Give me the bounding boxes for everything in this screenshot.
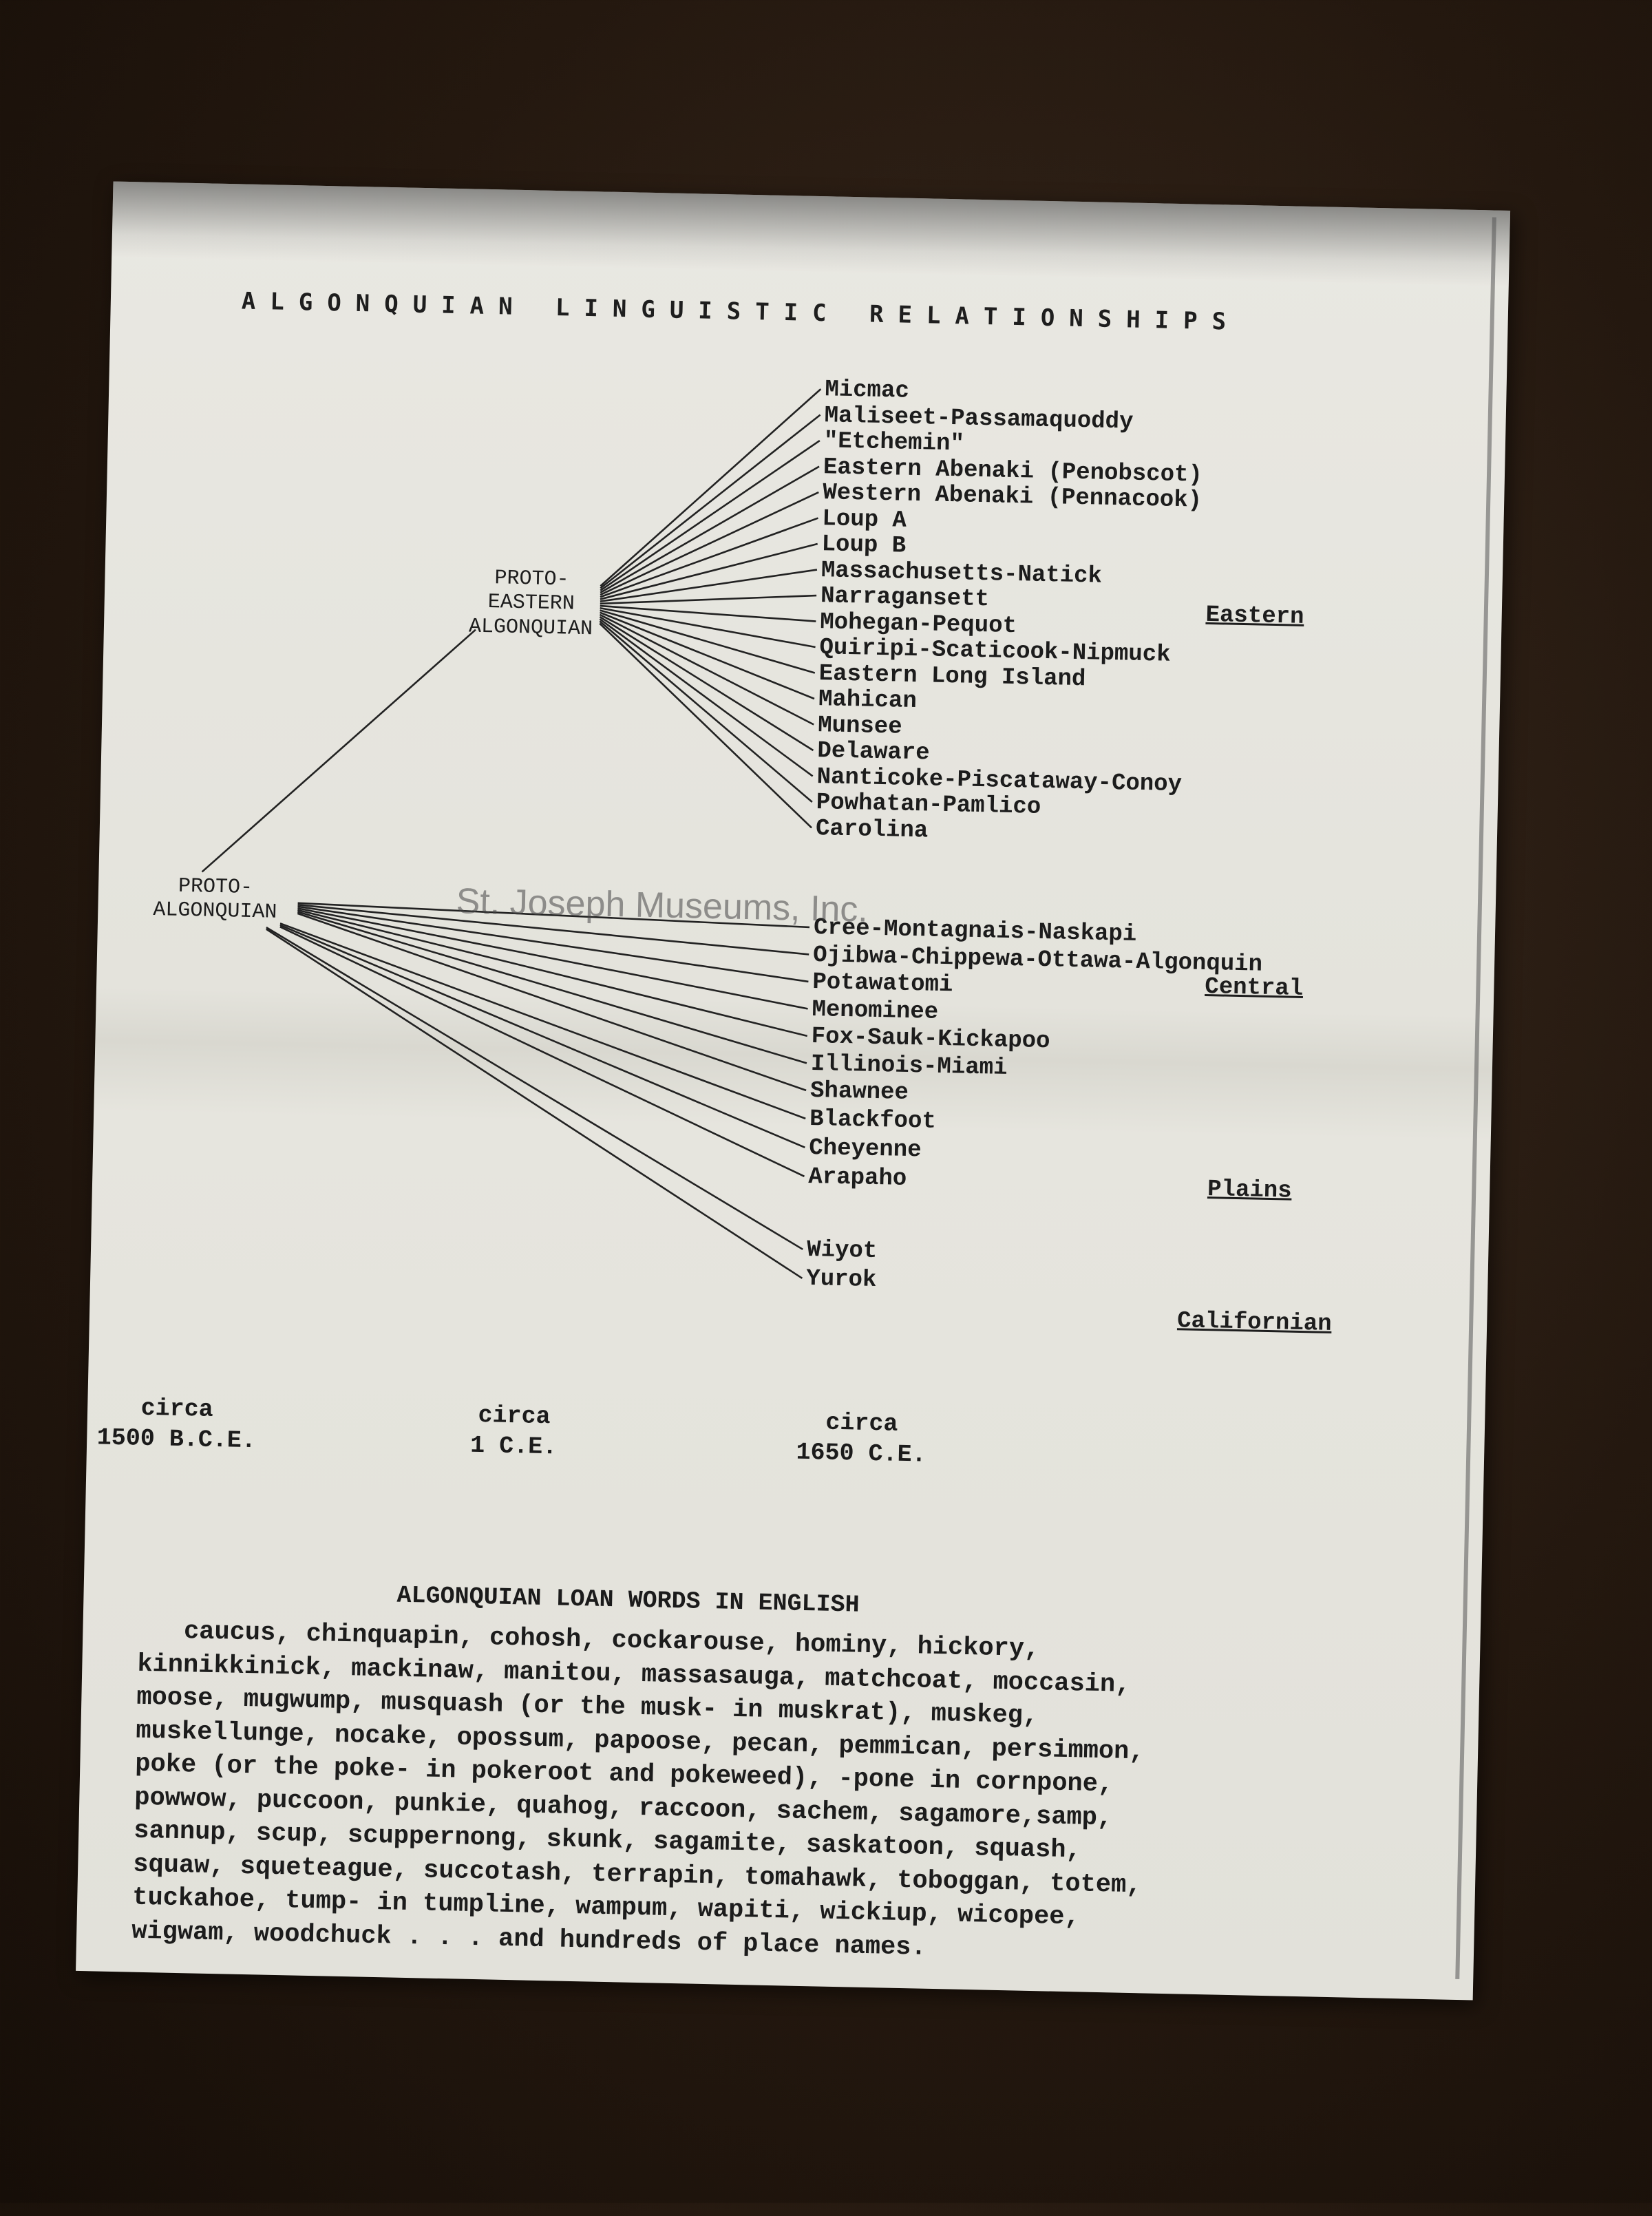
document-title: ALGONQUIAN LINGUISTIC RELATIONSHIPS xyxy=(241,287,1241,336)
language-label: Quiripi-Scaticook-Nipmuck xyxy=(819,635,1171,668)
language-label: Blackfoot xyxy=(809,1106,937,1135)
loan-words-paragraph: caucus, chinquapin, cohosh, cockarouse, hominy, hickory, kinnikkinick, mackinaw, manitou, massasauga, matchcoat, moccasin, moose, mugwump, musquash (or the musk- in muskrat), muskeg, muskellunge, nocake, opossum, papoose, pecan, pemmican, persimmon, poke (or the poke- in pokeroot and pokeweed), -pone in cornpone, powwow, puccoon, punkie, quahog, raccoon, sachem, sagamore,samp, sannup, scup, scuppernong, skunk, sagamite, saskatoon, squash, squaw, squeteague, succotash, terrapin, tomahawk, toboggan, totem, tuckahoe, tump- in tumpline, wampum, wapiti, wickiup, wicopee, wigwam, woodchuck . . . and hundreds of place names. xyxy=(131,1616,1145,1963)
date-value: 1650 C.E. xyxy=(796,1438,926,1469)
node-line: EASTERN xyxy=(487,591,575,617)
language-label: Eastern Long Island xyxy=(818,660,1086,693)
date-value: 1500 B.C.E. xyxy=(96,1424,257,1455)
date-value: 1 C.E. xyxy=(469,1431,558,1461)
language-tree-lines xyxy=(85,182,1510,1587)
language-label: Loup B xyxy=(821,531,907,560)
date-label-1650ce xyxy=(775,1407,949,1471)
paper-sheet xyxy=(76,182,1510,2001)
region-label-central: Central xyxy=(1204,973,1304,1002)
language-label: Mohegan-Pequot xyxy=(819,609,1017,640)
language-label: Western Abenaki (Pennacook) xyxy=(822,480,1203,514)
date-circa: circa xyxy=(140,1394,214,1424)
node-proto-algonquian xyxy=(139,874,291,926)
tree-branch-line xyxy=(276,923,809,1119)
tree-branch-line xyxy=(598,613,816,699)
language-label: Nanticoke-Piscataway-Conoy xyxy=(816,763,1183,798)
language-label: Ojibwa-Chippewa-Ottawa-Algonquin xyxy=(812,942,1263,978)
language-label: Arapaho xyxy=(808,1163,907,1192)
tree-branch-line xyxy=(600,591,816,608)
language-label: Maliseet-Passamaquoddy xyxy=(824,402,1134,436)
language-label: Massachusetts-Natick xyxy=(820,557,1103,590)
loan-words-heading: ALGONQUIAN LOAN WORDS IN ENGLISH xyxy=(396,1581,860,1619)
tree-branch-line xyxy=(600,410,820,593)
node-line: ALGONQUIAN xyxy=(152,898,277,925)
region-label-plains: Plains xyxy=(1207,1176,1292,1205)
language-label: Munsee xyxy=(817,712,902,741)
language-label: Shawnee xyxy=(809,1078,909,1106)
language-label: "Etchemin" xyxy=(823,428,965,458)
language-label: Cree-Montagnais-Naskapi xyxy=(813,915,1137,948)
language-label: Illinois-Miami xyxy=(810,1051,1008,1081)
tree-branch-line xyxy=(597,615,816,725)
tree-branch-line xyxy=(596,621,816,802)
tree-branch-line xyxy=(597,617,816,750)
tree-branch-line xyxy=(600,487,818,599)
language-label: Mahican xyxy=(818,686,918,715)
date-label-1500bce xyxy=(87,1393,267,1457)
region-label-californian: Californian xyxy=(1176,1308,1332,1338)
language-label: Yurok xyxy=(805,1265,877,1294)
node-line: PROTO- xyxy=(178,874,253,900)
language-label: Menominee xyxy=(812,996,939,1026)
date-circa: circa xyxy=(478,1402,551,1431)
date-circa: circa xyxy=(825,1408,898,1438)
region-label-eastern: Eastern xyxy=(1205,602,1304,631)
language-label: Potawatomi xyxy=(812,969,953,999)
watermark: St. Joseph Museums, Inc. xyxy=(456,881,869,930)
language-label: Cheyenne xyxy=(808,1135,922,1164)
tree-branch-line xyxy=(275,927,809,1176)
tree-branch-line xyxy=(260,927,809,1249)
language-label: Delaware xyxy=(817,738,931,767)
language-label: Wiyot xyxy=(806,1236,878,1265)
language-label: Powhatan-Pamlico xyxy=(816,790,1041,821)
language-label: Narragansett xyxy=(820,583,990,613)
tree-branch-line xyxy=(600,539,818,604)
node-proto-eastern-algonquian xyxy=(462,566,601,642)
tree-trunk-line xyxy=(202,624,476,878)
language-label: Carolina xyxy=(815,815,929,844)
language-label: Loup A xyxy=(822,505,907,534)
tree-branch-line xyxy=(276,925,809,1148)
node-line: ALGONQUIAN xyxy=(468,615,593,642)
language-label: Fox-Sauk-Kickapoo xyxy=(811,1024,1050,1055)
date-label-1ce xyxy=(431,1400,597,1464)
node-line: PROTO- xyxy=(494,567,569,592)
language-label: Micmac xyxy=(825,377,910,405)
tree-branch-line xyxy=(294,914,809,1090)
language-label: Eastern Abenaki (Penobscot) xyxy=(823,454,1203,489)
tree-branch-line xyxy=(600,385,820,591)
tree-branch-line xyxy=(597,619,816,776)
